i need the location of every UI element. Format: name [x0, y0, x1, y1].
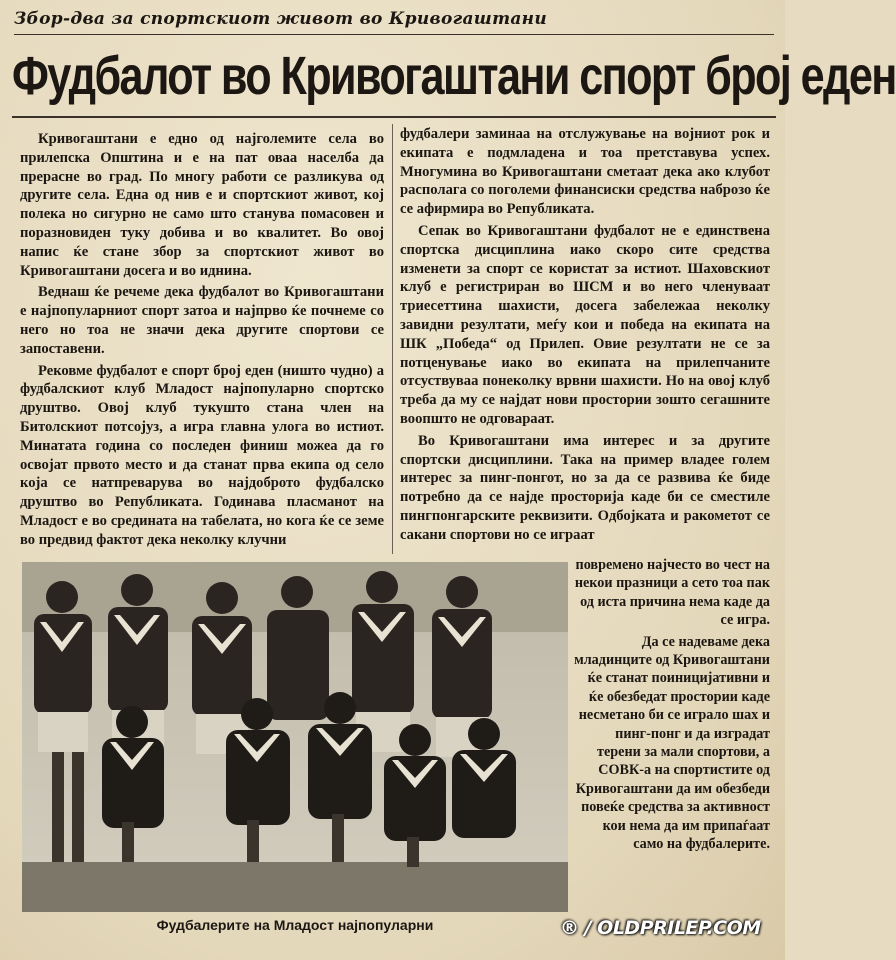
- article-column-2: [400, 125, 770, 555]
- team-photo-image: [22, 562, 568, 912]
- article-kicker: Збор-два за спортскиот живот во Кривогаштани: [14, 4, 774, 35]
- article-column-1: [20, 130, 384, 555]
- paragraph: Кривогаштани е едно од најголемите села во прилепска Општина и е на пат оваа населба да прерасне во град. По многу работи се разликува од другите села. Една од нив е и спортскиот живот, кој полека но сигурно не само што станува помасовен и поразновиден туку добива и во квалитет. Во овој напис ќе стане збор за спортскиот живот во Кривогаштани досега и во иднина.: [20, 131, 384, 279]
- paragraph: Во Кривогаштани има интерес и за другите спортски дисциплини. Така на пример владее голем интерес за пинг-понгот, но за да се развива ќе биде потребно да се најде просторија каде би се сместиле пингпонгарските реквизити. Одбојката и ракометот се сакани спортови но се играат: [400, 432, 770, 543]
- column-divider: [392, 124, 393, 554]
- photo-caption: Фудбалерите на Младост најпопуларни: [156, 917, 434, 933]
- paragraph: Да се надеваме дека младинците од Кривогаштани ќе станат поиницијативни и ќе обезбедат простории каде несметано би се играло шах и пинг-понг и да изградат терени за мали спортови, а СОВК-а на спортистите од Кривогаштани да им обезбеди повеќе средства за активност кои нема да им припаѓаат само на фудбалерите.: [574, 633, 770, 853]
- paragraph: Веднаш ќе речеме дека фудбалот во Кривогаштани е најпопуларниот спорт затоа и најпрво ќе почнеме со него но тоа не значи дека другите спортови се запоставени.: [20, 284, 384, 357]
- paragraph: Сепак во Кривогаштани фудбалот не е единствена спортска дисциплина иако скоро сите средства изменети за спорт се користат за истиот. Шаховскиот клуб е регистриран во ШСМ и во него членуваат триесеттина шахисти, досега забележаа неколку завидни резултати, меѓу кои и победа на екипата на ШК „Победа“ од Прилеп. Овие резултати не се за потценување иако во екипата на прилепчаните отсуствуваа понеколку врвни шахисти. Но на овој клуб треба да му се најдат нови простории зошто сегашните воопшто не одговараат.: [400, 222, 770, 427]
- paragraph: повремено најчесто во чест на некои празници а сето тоа пак од иста причина нема каде да се игра.: [574, 557, 770, 629]
- article-column-3: [572, 556, 770, 912]
- team-photo: [22, 562, 568, 912]
- headline-rule: [12, 116, 776, 118]
- paragraph: Рековме фудбалот е спорт број еден (ништо чудно) а фудбалскиот клуб Младост најпопуларно спортско друштво. Овој клуб тукушто стана член на Битолскиот потсојуз, а игра главна улога во истиот. Минатата година со последен финиш можеа да го освојат првото место и да станат прва екипа од село која се натпреварува во најдоброто фудбалско друштво во Републиката. Годинава пласманот на Младост е во средината на табелата, но кога ќе се земе во предвид фактот дека неколку клучни: [20, 362, 384, 548]
- watermark: ® / OLDPRILEP.COM: [560, 917, 761, 939]
- paragraph: фудбалери заминаа на отслужување на војниот рок и екипата е подмладена и тоа претставува успех. Многумина во Кривогаштани сметаат дека ако клубот располага со поголеми финансиски средства наброзо ќе се афирмира во Републиката.: [400, 126, 770, 218]
- article-headline: Фудбалот во Кривогаштани спорт број еден: [12, 46, 896, 106]
